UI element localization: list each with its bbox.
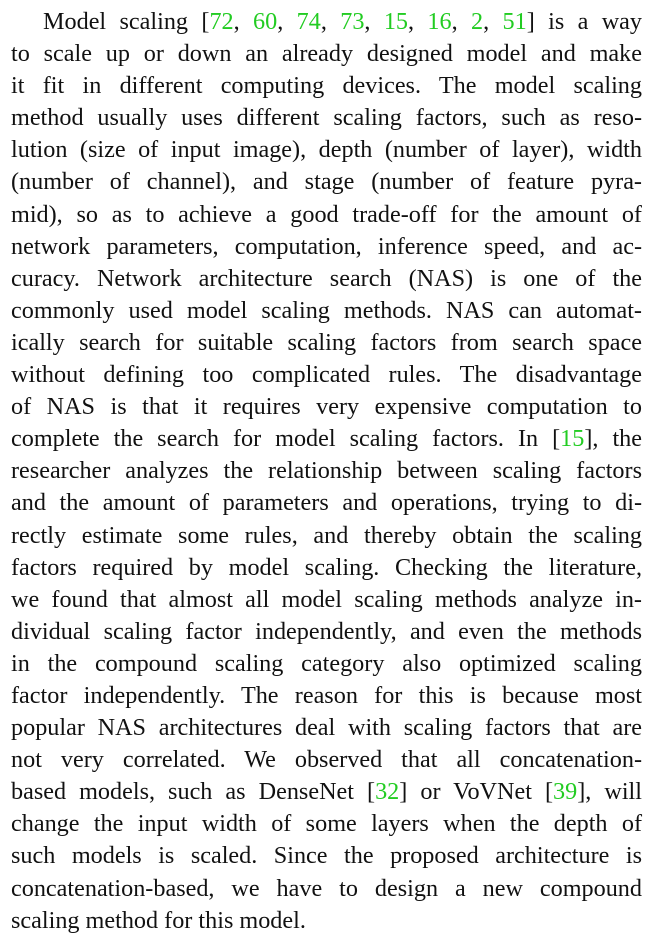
text-segment: we found that almost all model scaling methods analyze in- [11, 585, 642, 613]
text-line [11, 712, 642, 744]
text-segment: such models is scaled. Since the proposed architecture is [11, 842, 642, 870]
text-line [11, 295, 642, 327]
text-segment: concatenation-based, we have to design a new compound [11, 874, 642, 902]
text-segment: without defining too complicated rules. The disadvantage [11, 361, 642, 389]
text-segment: mid), so as to achieve a good trade-off for the amount of [11, 200, 642, 228]
text-segment: of NAS is that it requires very expensive computation to [11, 393, 642, 421]
text-segment: researcher analyzes the relationship between scaling factors [11, 457, 642, 485]
citation-link[interactable]: 15 [383, 8, 408, 35]
text-segment: ically search for suitable scaling factors from search space [11, 328, 642, 356]
text-segment: factors required by model scaling. Checking the literature, [11, 553, 642, 581]
text-segment: dividual scaling factor independently, and even the methods [11, 617, 642, 645]
text-segment: commonly used model scaling methods. NAS can automat- [11, 296, 642, 324]
body-paragraph [11, 6, 642, 937]
citation-link[interactable]: 39 [553, 778, 578, 806]
text-segment: , [233, 8, 254, 35]
text-segment: in the compound scaling category also optimized scaling [11, 649, 642, 677]
citation-link[interactable]: 15 [560, 425, 585, 453]
text-line [11, 391, 642, 423]
text-segment: , [408, 8, 428, 35]
citation-link[interactable]: 72 [209, 8, 234, 35]
text-line [11, 905, 642, 937]
text-segment: (number of channel), and stage (number of feature pyra- [11, 168, 642, 196]
citation-link[interactable]: 2 [471, 8, 484, 35]
text-line [11, 166, 642, 198]
text-segment: network parameters, computation, inference speed, and ac- [11, 232, 642, 260]
paper-body [11, 6, 642, 937]
text-line [11, 808, 642, 840]
text-line [11, 552, 642, 584]
text-segment: curacy. Network architecture search (NAS) is one of the [11, 264, 642, 292]
text-segment: scaling method for this model. [11, 906, 306, 934]
citation-link[interactable]: 32 [375, 778, 400, 806]
citation-link[interactable]: 74 [296, 8, 321, 35]
text-segment: not very correlated. We observed that all concatenation- [11, 746, 642, 774]
text-segment: ] is a way [526, 8, 642, 35]
text-line [11, 38, 642, 70]
text-line [11, 231, 642, 263]
citation-link[interactable]: 60 [253, 8, 278, 35]
text-segment: , [364, 8, 384, 35]
text-line [11, 873, 642, 905]
text-line [11, 263, 642, 295]
text-segment: Model scaling [ [43, 8, 210, 35]
citation-link[interactable]: 51 [502, 8, 527, 35]
text-segment: it fit in different computing devices. The model scaling [11, 72, 642, 100]
text-segment: ] or VoVNet [ [399, 778, 554, 806]
text-segment: based models, such as DenseNet [ [11, 778, 376, 806]
text-line [11, 487, 642, 519]
text-line [11, 520, 642, 552]
text-line [11, 776, 642, 808]
text-segment: change the input width of some layers when the depth of [11, 810, 642, 838]
text-line [11, 359, 642, 391]
text-line [11, 840, 642, 872]
text-line [11, 616, 642, 648]
text-line [11, 70, 642, 102]
text-segment: , [320, 8, 341, 35]
text-line [11, 199, 642, 231]
text-segment: to scale up or down an already designed model and make [11, 40, 642, 68]
text-segment: , [483, 8, 503, 35]
text-line [11, 327, 642, 359]
text-segment: complete the search for model scaling factors. In [ [11, 425, 561, 453]
text-segment: factor independently. The reason for this is because most [11, 681, 642, 709]
citation-link[interactable]: 16 [427, 8, 452, 35]
text-segment: popular NAS architectures deal with scaling factors that are [11, 714, 642, 742]
text-line [11, 744, 642, 776]
text-line [11, 6, 642, 38]
text-line [11, 455, 642, 487]
text-segment: ], the [584, 425, 642, 453]
text-line [11, 584, 642, 616]
text-segment: lution (size of input image), depth (number of layer), width [11, 136, 642, 164]
text-segment: and the amount of parameters and operations, trying to di- [11, 489, 642, 517]
text-segment: , [277, 8, 297, 35]
text-segment: rectly estimate some rules, and thereby obtain the scaling [11, 521, 642, 549]
text-line [11, 423, 642, 455]
text-line [11, 102, 642, 134]
text-line [11, 680, 642, 712]
text-line [11, 648, 642, 680]
text-segment: , [451, 8, 471, 35]
text-segment: ], will [577, 778, 642, 806]
citation-link[interactable]: 73 [340, 8, 365, 35]
text-segment: method usually uses different scaling factors, such as reso- [11, 104, 642, 132]
text-line [11, 134, 642, 166]
